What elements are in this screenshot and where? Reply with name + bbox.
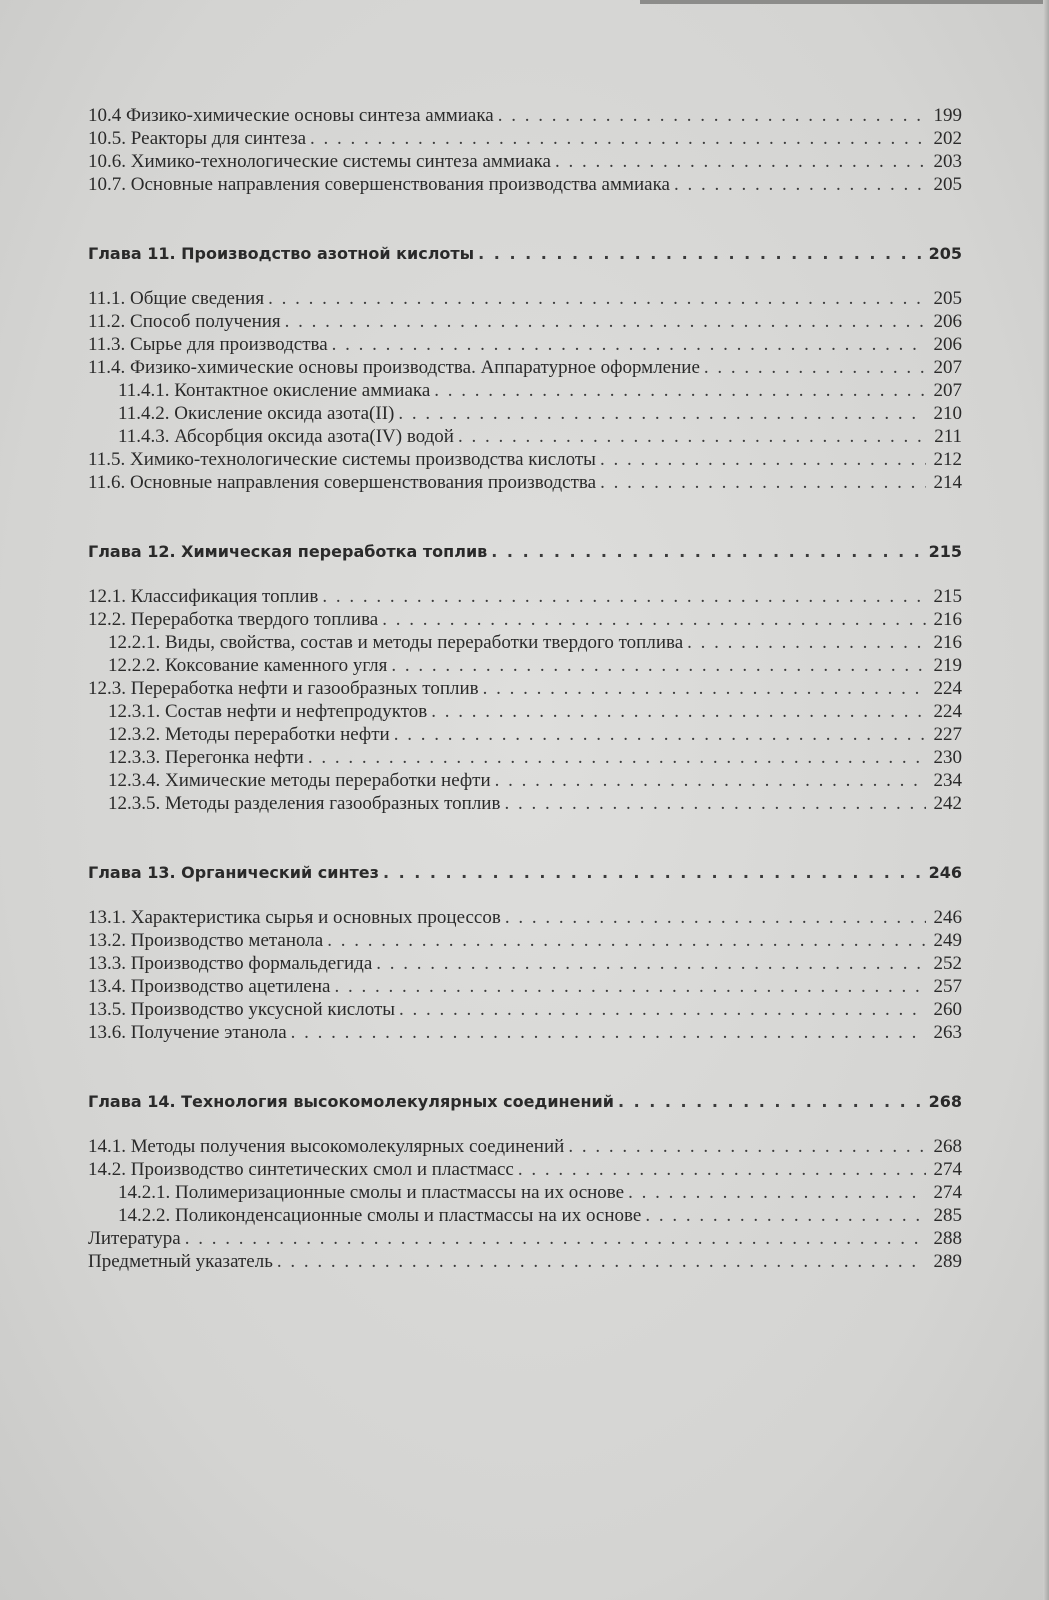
- toc-entry-label: 13.5. Производство уксусной кислоты: [88, 999, 396, 1020]
- toc-entry-page: 205: [933, 174, 962, 195]
- dot-leader: [491, 769, 926, 792]
- toc-chapter-label: Глава 13. Органический синтез: [88, 863, 379, 882]
- dot-leader: [641, 1204, 926, 1227]
- toc-subentry: [88, 654, 962, 677]
- toc-entry-page: 215: [933, 586, 962, 607]
- toc-entry-page: 274: [933, 1182, 962, 1203]
- toc-entry-label: 10.7. Основные направления совершенствования производства аммиака: [88, 174, 670, 195]
- toc-entry-label: 14.2. Производство синтетических смол и пластмасс: [88, 1159, 514, 1180]
- dot-leader: [514, 1158, 926, 1181]
- dot-leader: [387, 654, 926, 677]
- toc-entry-page: 285: [933, 1205, 962, 1226]
- toc-entry-label: 11.5. Химико-технологические системы производства кислоты: [88, 449, 596, 470]
- toc-entry-label: 14.2.1. Полимеризационные смолы и пластмассы на их основе: [118, 1182, 625, 1203]
- toc-entry-label: 12.3.1. Состав нефти и нефтепродуктов: [108, 701, 428, 722]
- toc-entry-page: 288: [933, 1228, 962, 1249]
- toc-entry-label: 13.3. Производство формальдегида: [88, 953, 373, 974]
- toc-chapter-page: 268: [928, 1092, 962, 1111]
- dot-leader: [395, 998, 926, 1021]
- toc-entry: [88, 677, 962, 700]
- toc-entry-page: 224: [933, 678, 962, 699]
- toc-entry-label: 14.2.2. Поликонденсационные смолы и пластмассы на их основе: [118, 1205, 642, 1226]
- toc-entry: [88, 173, 962, 196]
- toc-entry: [88, 356, 962, 379]
- dot-leader: [323, 929, 926, 952]
- dot-leader: [273, 1250, 926, 1273]
- toc-entry-label: Предметный указатель: [88, 1251, 273, 1272]
- toc-entry-label: 11.6. Основные направления совершенствования производства: [88, 472, 597, 493]
- toc-entry-label: 12.3.2. Методы переработки нефти: [108, 724, 390, 745]
- toc-entry-label: 11.4.1. Контактное окисление аммиака: [118, 380, 431, 401]
- dot-leader: [479, 677, 926, 700]
- toc-subentry: [88, 425, 962, 448]
- toc-entry: [88, 1021, 962, 1044]
- toc-entry-page: 211: [934, 426, 962, 447]
- dot-leader: [318, 585, 926, 608]
- dot-leader: [501, 906, 926, 929]
- toc-entry-page: 216: [933, 609, 962, 630]
- toc-entry-page: 202: [933, 128, 962, 149]
- toc-entry-page: 214: [933, 472, 962, 493]
- toc-entry: [88, 150, 962, 173]
- toc-entry: [88, 104, 962, 127]
- toc-entry-page: 207: [933, 357, 962, 378]
- toc-entry-page: 268: [933, 1136, 962, 1157]
- toc-entry-page: 246: [933, 907, 962, 928]
- toc-entry-page: 257: [933, 976, 962, 997]
- toc-entry-label: 11.4.2. Окисление оксида азота(II): [118, 403, 395, 424]
- dot-leader: [287, 1021, 926, 1044]
- toc-chapter-heading: [88, 242, 962, 265]
- toc-entry-page: 242: [933, 793, 962, 814]
- toc-entry-page: 227: [933, 724, 962, 745]
- dot-leader: [430, 379, 926, 402]
- toc-subentry: [88, 402, 962, 425]
- toc-entry-label: 12.2.2. Коксование каменного угля: [108, 655, 388, 676]
- dot-leader: [372, 952, 926, 975]
- dot-leader: [304, 746, 926, 769]
- toc-entry-label: 13.2. Производство метанола: [88, 930, 324, 951]
- toc-entry-label: 14.1. Методы получения высокомолекулярных соединений: [88, 1136, 565, 1157]
- dot-leader: [264, 287, 926, 310]
- toc-entry-label: 10.4 Физико-химические основы синтеза аммиака: [88, 105, 494, 126]
- toc-entry: [88, 127, 962, 150]
- toc-entry-page: 230: [933, 747, 962, 768]
- toc-chapter-page: 205: [928, 244, 962, 263]
- toc-subentry: [88, 769, 962, 792]
- toc-entry: [88, 287, 962, 310]
- dot-leader: [181, 1227, 926, 1250]
- toc-entry-label: Литература: [88, 1228, 181, 1249]
- toc-entry-label: 10.6. Химико-технологические системы синтеза аммиака: [88, 151, 551, 172]
- page-right-edge: [1043, 0, 1049, 1600]
- toc-entry: [88, 471, 962, 494]
- dot-leader: [683, 631, 926, 654]
- toc-entry-label: 11.4. Физико-химические основы производства. Аппаратурное оформление: [88, 357, 700, 378]
- toc-entry: [88, 952, 962, 975]
- toc-entry-label: 12.2. Переработка твердого топлива: [88, 609, 379, 630]
- toc-entry-label: 13.4. Производство ацетилена: [88, 976, 331, 997]
- dot-leader: [328, 333, 926, 356]
- toc-entry-label: 12.3.3. Перегонка нефти: [108, 747, 304, 768]
- toc-entry-label: 12.1. Классификация топлив: [88, 586, 319, 607]
- toc-subentry: [88, 792, 962, 815]
- toc-subentry: [88, 1181, 962, 1204]
- dot-leader: [394, 402, 926, 425]
- toc-entry-label: 12.3.4. Химические методы переработки нефти: [108, 770, 491, 791]
- toc-entry: [88, 1158, 962, 1181]
- dot-leader: [427, 700, 926, 723]
- toc-entry-label: 13.1. Характеристика сырья и основных процессов: [88, 907, 501, 928]
- toc-entry-page: 206: [933, 311, 962, 332]
- dot-leader: [306, 127, 926, 150]
- dot-leader: [390, 723, 926, 746]
- dot-leader: [670, 173, 926, 196]
- toc-entry-label: 13.6. Получение этанола: [88, 1022, 287, 1043]
- dot-leader: [379, 861, 926, 884]
- toc-entry-page: 210: [933, 403, 962, 424]
- dot-leader: [378, 608, 926, 631]
- toc-subentry: [88, 379, 962, 402]
- toc-entry-subject-index: [88, 1250, 962, 1273]
- toc-entry-page: 206: [933, 334, 962, 355]
- toc-chapter-heading: [88, 861, 962, 884]
- dot-leader: [596, 448, 926, 471]
- toc-entry: [88, 585, 962, 608]
- dot-leader: [596, 471, 926, 494]
- dot-leader: [330, 975, 926, 998]
- dot-leader: [474, 242, 926, 265]
- toc-entry: [88, 906, 962, 929]
- toc-chapter-label: Глава 12. Химическая переработка топлив: [88, 542, 488, 561]
- toc-entry-page: 289: [933, 1251, 962, 1272]
- toc-subentry: [88, 631, 962, 654]
- toc-entry-page: 263: [933, 1022, 962, 1043]
- toc-chapter-page: 246: [928, 863, 962, 882]
- toc-chapter-heading: [88, 540, 962, 563]
- toc-entry-page: 219: [933, 655, 962, 676]
- dot-leader: [281, 310, 926, 333]
- toc-chapter-page: 215: [928, 542, 962, 561]
- toc-entry-page: 207: [933, 380, 962, 401]
- toc-entry-page: 203: [933, 151, 962, 172]
- toc-entry-label: 11.2. Способ получения: [88, 311, 281, 332]
- page-top-edge: [640, 0, 1049, 4]
- toc-entry-page: 212: [933, 449, 962, 470]
- toc-entry-page: 205: [933, 288, 962, 309]
- toc-entry-page: 274: [933, 1159, 962, 1180]
- dot-leader: [454, 425, 926, 448]
- toc-entry-page: 234: [933, 770, 962, 791]
- toc-entry-literature: [88, 1227, 962, 1250]
- toc-entry: [88, 310, 962, 333]
- toc-entry-label: 12.2.1. Виды, свойства, состав и методы переработки твердого топлива: [108, 632, 684, 653]
- dot-leader: [494, 104, 926, 127]
- toc-entry-page: 216: [933, 632, 962, 653]
- toc-subentry: [88, 700, 962, 723]
- dot-leader: [551, 150, 926, 173]
- table-of-contents: [88, 104, 962, 1273]
- toc-entry: [88, 448, 962, 471]
- toc-chapter-label: Глава 11. Производство азотной кислоты: [88, 244, 475, 263]
- toc-entry-page: 252: [933, 953, 962, 974]
- toc-subentry: [88, 1204, 962, 1227]
- toc-entry: [88, 975, 962, 998]
- toc-entry-label: 10.5. Реакторы для синтеза: [88, 128, 307, 149]
- toc-entry: [88, 333, 962, 356]
- toc-entry-page: 199: [933, 105, 962, 126]
- toc-entry: [88, 929, 962, 952]
- toc-entry-label: 11.4.3. Абсорбция оксида азота(IV) водой: [118, 426, 454, 447]
- toc-subentry: [88, 746, 962, 769]
- dot-leader: [624, 1181, 926, 1204]
- toc-chapter-heading: [88, 1090, 962, 1113]
- toc-entry: [88, 608, 962, 631]
- toc-chapter-label: Глава 14. Технология высокомолекулярных соединений: [88, 1092, 614, 1111]
- toc-entry-label: 11.3. Сырье для производства: [88, 334, 328, 355]
- toc-entry: [88, 1135, 962, 1158]
- toc-entry: [88, 998, 962, 1021]
- toc-entry-page: 249: [933, 930, 962, 951]
- dot-leader: [700, 356, 926, 379]
- dot-leader: [500, 792, 926, 815]
- dot-leader: [564, 1135, 926, 1158]
- toc-entry-page: 260: [933, 999, 962, 1020]
- toc-entry-label: 12.3.5. Методы разделения газообразных топлив: [108, 793, 501, 814]
- dot-leader: [487, 540, 926, 563]
- toc-entry-label: 11.1. Общие сведения: [88, 288, 265, 309]
- toc-subentry: [88, 723, 962, 746]
- toc-entry-page: 224: [933, 701, 962, 722]
- dot-leader: [614, 1090, 926, 1113]
- toc-entry-label: 12.3. Переработка нефти и газообразных топлив: [88, 678, 479, 699]
